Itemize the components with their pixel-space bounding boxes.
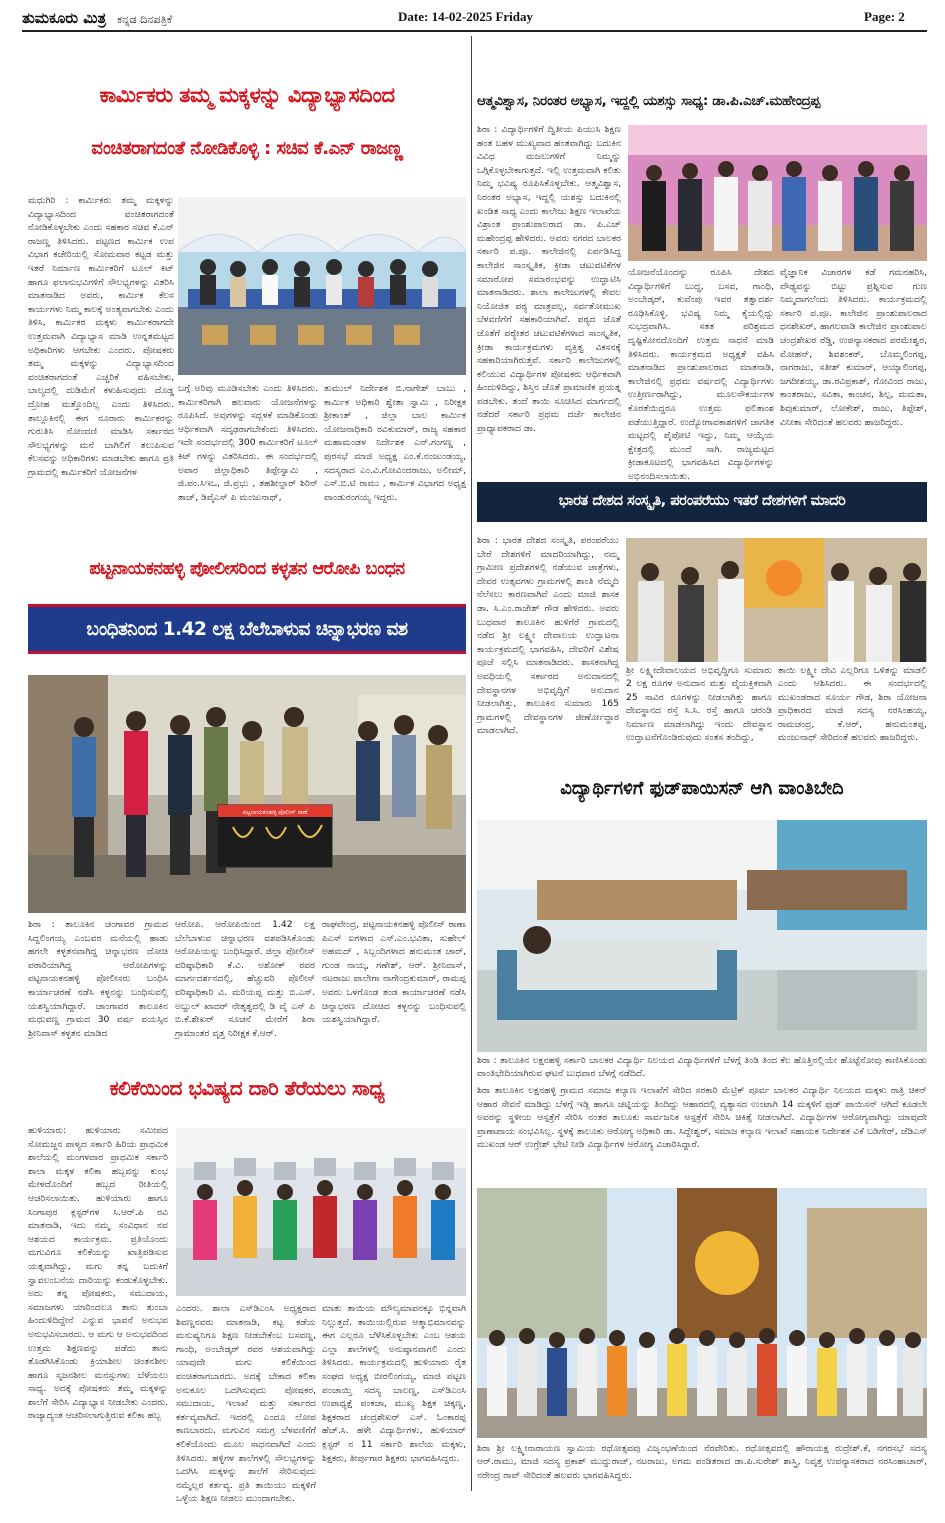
masthead	[22, 6, 927, 28]
article2-headline-line1: ಪಟ್ಟನಾಯಕನಹಳ್ಳಿ ಪೋಲೀಸರಿಂದ ಕಳ್ಳತನ ಆರೋಪಿ ಬಂಧನ	[89, 559, 405, 579]
article7-photo-caption: ಶಿರಾ ಶ್ರೀ ಲಕ್ಷ್ಮೀನಾರಾಯಣ ಸ್ವಾಮಿಯ ರಥೋತ್ಸವವು ವಿಜೃಂಭಣೆಯಿಂದ ನೆರವೇರಿತು. ರಥೋತ್ಸವದಲ್ಲಿ ಹೌರಾಯಕ್ಷ ರುದ್ರೇಶ್.ಕೆ, ನಗರಸಭೆ ಸದಸ್ಯ ಆರ್.ರಾಮು, ಮಾಜಿ ಸದಸ್ಯ ಪ್ರಕಾಶ್ ಮುದ್ದುರಾಜ್, ನಟರಾಜು, ಅಗಮ ಪಂಡಿತರಾದ ಡಾ.ಪಿ.ಸುರೇಶ್ ಶಾಸ್ತ್ರಿ, ನಿವೃತ್ತ ಉಪನ್ಯಾಸಕರಾದ ನರಸಿಂಹಾಚಾರ್, ನರೇಂದ್ರ ರಾವ್ ಸೇರಿದಂತೆ ಹಲವರು ಭಾಗವಹಿಸಿದ್ದರು.	[477, 1443, 927, 1481]
article2-headline-banner	[28, 604, 466, 654]
masthead-brand	[22, 8, 172, 27]
article3-photo	[176, 1128, 466, 1296]
photo-board-label: ಪಟ್ಟನಾಯಕನಹಳ್ಳಿ ಪೊಲೀಸ್ ಠಾಣೆ	[242, 809, 308, 816]
article5-headline-banner	[477, 482, 927, 522]
article1-headline-line1: ಕಾರ್ಮಿಕರು ತಮ್ಮ ಮಕ್ಕಳನ್ನು ವಿದ್ಯಾಭ್ಯಾಸದಿಂದ	[99, 83, 395, 107]
article2-photo	[28, 675, 466, 913]
article3-body-col2: ಎಂದರು. ಶಾಲಾ ಎಸ್‌ಡಿಎಂಸಿ ಅಧ್ಯಕ್ಷರಾದ ಶಿವಣ್ಣನವರು ಮಾತನಾಡಿ, ಕಟ್ಟ ಕಡೆಯ ಮನುಷ್ಯನಿಗೂ ಶಿಕ್ಷಣ ನೀಡಬೇಕೆಂಬ ಬಸವಣ್ಣ, ಗಾಂಧಿ, ಅಂಬೇಡ್ಕರ್ ರವರ ಆಶಯವಾಗಿದ್ದು ಯಾವುದೇ ಮಗು ಕಲಿಕೆಯಿಂದ ವಂಚಿತರಾಗಬಾರದು. ಅದಕ್ಕೆ ಬೇಕಾದ ಕಲಿಕಾ ಅನುಕೂಲ ಒದಗಿಸುವುದು ಪೋಷಕರ, ಸಮುದಾಯ, ಇಲಾಖೆ ಮತ್ತು ಸರ್ಕಾರದ ಕರ್ತವ್ಯವಾಗಿದೆ. ಇದರಲ್ಲಿ ಎಂದೂ ಲೋಪ ಕಾಣಬಾರದು. ಮಗುವಿನ ಸಮಗ್ರ ಬೆಳವಣಿಗೆಗೆ ಕಲಿಕೆಯೊಂದು ಮೂಲ ಸಾಧನವಾಗಿದೆ ಎಂದು ತಿಳಿಸಿದರು. ಹಳ್ಳಿಗಳ ಶಾಲೆಗಳಲ್ಲಿ ಸೌಲಭ್ಯಗಳನ್ನು ಒದಗಿಸಿ ಮಕ್ಕಳನ್ನು ಶಾಲೆಗೆ ಸೇರಿಸುವುದು ನಮ್ಮೆಲ್ಲರ ಕರ್ತವ್ಯ. ಪ್ರತಿ ತಾಯಿಯು ಮಕ್ಕಳಿಗೆ ಒಳ್ಳೆಯ ಶಿಕ್ಷಣ ನೀಡಲು ಮುಂದಾಗಬೇಕು.	[176, 1303, 316, 1505]
article2-body-col1: ಶಿರಾ : ತಾಲೂಕಿನ ಚಂಗಾವರ ಗ್ರಾಮದ ಸಿದ್ದಲಿಂಗಯ್ಯ ಎಂಬವರ ಮನೆಯಲ್ಲಿ ಹಾಡು ಹಗಲೇ ಕಳ್ಳತನವಾಗಿದ್ದ ಚಿನ್ನಾಭರಣ ದೋಚಿ ಪರಾರಿಯಾಗಿದ್ದ ಆರೋಪಿಗಳನ್ನು ಪಟ್ಟನಾಯಕನಹಳ್ಳಿ ಪೋಲೀಸರು ಬಂಧಿಸಿ ಕಾರ್ಯಾಚರಣೆ ನಡೆಸಿ ಕಳ್ಳನನ್ನು ಬಂಧಿಸುವಲ್ಲಿ ಯಶಸ್ವಿಯಾಗಿದ್ದಾರೆ. ಚಾಂಗಾವರ ತಾಲೂಕಿನ ಮಧುವಣ್ಣ ಗ್ರಾಮದ 30 ವರ್ಷ ವಯಸ್ಸಿನ ಶ್ರೀನಿವಾಸ್ ಕಳ್ಳತನ ಮಾಡಿದ	[28, 919, 168, 1039]
article2-headline-line2: ಬಂಧಿತನಿಂದ 1.42 ಲಕ್ಷ ಬೆಲೆಬಾಳುವ ಚಿನ್ನಾಭರಣ ವಶ	[86, 619, 408, 640]
article2-body-col3: ರಾಘವೇಂದ್ರ, ಪಟ್ಟನಾಯಕನಹಳ್ಳಿ ಪೊಲೀಸ್ ಠಾಣಾ ಪಿಎಸ್ ಐಗಳಾದ ಎಸ್.ಎಂ.ಭವಿತಾ, ಸುಹೇಲ್ ಅಹಮದ್ , ಸಿಬ್ಬಂದಿಗಳಾದ ಹನುಮಂತ ಚಾರ್, ಗುಂಡ ನಾಯ್ಕ, ಗಣೇಶ್, ಆರ್. ಶ್ರೀನಿವಾಸ್, ನಟರಾಜು ಪಾಲೇಗಾ ನಾಗೇಂದ್ರಕುಮಾರ್, ರಾಮಪ್ಪ ಅವರು ಒಳಗೊಂಡ ತಂಡ ಕಾರ್ಯಾಚರಣೆ ನಡೆಸಿ ಚಿನ್ನಾಭರಣ ದೋಚಿದ ಕಳ್ಳನನ್ನು ಬಂಧಿಸುವಲ್ಲಿ ಯಶಸ್ವಿಯಾಗಿದ್ದಾರೆ.	[322, 919, 466, 1026]
article6-photo-caption: ಶಿರಾ : ತಾಲೂಕಿನ ಲಕ್ಷನಹಳ್ಳಿ ಸರ್ಕಾರಿ ಬಾಲಕರ ವಿದ್ಯಾರ್ಥಿ ನಿಲಯದ ವಿದ್ಯಾರ್ಥಿಗಳಿಗೆ ಬೆಳಗ್ಗೆ ತಿಂಡಿ ತಿಂದ ಕೆಲ ಹೊತ್ತಿನಲ್ಲಿಯೇ ಹೊಟ್ಟೆನೋವು ಕಾಣಿಸಿಕೊಂಡು ವಾಂತಿಭೇದಿಯಾಗಿರುವ ಘಟನೆ ಬುಧವಾರ ಬೆಳಗ್ಗೆ ನಡೆದಿದೆ.	[477, 1055, 927, 1080]
article6-headline: ವಿದ್ಯಾರ್ಥಿಗಳಿಗೆ ಫುಡ್‌ಪಾಯಿಸನ್ ಆಗಿ ವಾಂತಿಬೇದಿ	[560, 778, 844, 799]
article5-body-col2: ಶ್ರೀ ಲಕ್ಷ್ಮೀದೇವಾಲಯದ ಅಭಿವೃದ್ಧಿಗೂ ಸುಮಾರು 2 ಲಕ್ಷ ರೂಗಳ ಅನುದಾನ ಮತ್ತು ವೈಯಕ್ತಿಕವಾಗಿ 25 ಸಾವಿರ ರೂಗಳನ್ನು ನೀಡಲಾಗಿತ್ತು ಹಾಗೂ ದೇವಸ್ಥಾನದ ರಸ್ತೆ ಸಿ.ಸಿ. ರಸ್ತೆ ಹಾಗೂ ಚರಂಡಿ ನಿರ್ಮಾಣ ಮಾಡಲಾಗಿದ್ದು ಇಂದು ದೇವಸ್ಥಾನ ಉದ್ಘಾಟನೆಗೊಂಡಿರುವುದು ಸಂತಸ ತಂದಿದ್ದು,	[626, 665, 772, 744]
article4-body-col1: ಶಿರಾ : ವಿದ್ಯಾರ್ಥಿಗಳಿಗೆ ದ್ವಿತೀಯ ಪಿಯುಸಿ ಶಿಕ್ಷಣ ಹಂತ ಬಹಳ ಮುಖ್ಯವಾದ ಹಂತವಾಗಿದ್ದು ಬದುಕಿನ ವಿವಿಧ ಮಜಲುಗಳಿಗೆ ನಿಮ್ಮನ್ನು ಒಗ್ಗಿಕೊಳ್ಳಬೇಕಾಗುತ್ತದೆ. ಇಲ್ಲಿ ಉತ್ತಮವಾಗಿ ಕಲಿತು ನಿಮ್ಮ ಭವಿಷ್ಯ ರೂಪಿಸಿಕೊಳ್ಳಬೇಕು. ಆತ್ಮವಿಶ್ವಾಸ, ನಿರಂತರ ಅಭ್ಯಾಸ, ಇದ್ದಲ್ಲಿ ಯಶಸ್ಸು ಬದುಕಿನಲ್ಲಿ ಖಂಡಿತ ಸಾಧ್ಯ ಎಂದು ಕಾಲೇಜು ಶಿಕ್ಷಣ ಇಲಾಖೆಯ ವಿಶ್ರಾಂತ ಪ್ರಾಂಶುಪಾಲರಾದ ಡಾ. ಪಿ.ಎಚ್ ಮಹೇಂದ್ರಪ್ಪ ಹೇಳಿದರು. ಅವರು ನಗರದ ಬಾಲಕರ ಸರ್ಕಾರಿ ಪ.ಪೂ. ಕಾಲೇಜಿನಲ್ಲಿ ಏರ್ಪಡಿಸಿದ್ದ ಕಾಲೇಜಿನ ಸಾಂಸ್ಕೃತಿಕ, ಕ್ರೀಡಾ ಚಟುವಟಿಕೆಗಳ ಸಮಾರೋಪ ಸಮಾರಂಭವನ್ನು ಉದ್ಘಾಟಿಸಿ ಮಾತನಾಡಿದರು. ಶಾಲಾ ಕಾಲೇಜುಗಳಲ್ಲಿ ಕೇವಲ ನಿಯೋಜಿತ ಪಠ್ಯ ಮಾತ್ರವಲ್ಲ, ಸರ್ವತೋಮುಖ ಬೆಳವಣಿಗೆಗೆ ಸಹಕಾರಿಯಾಗಿವೆ. ಪಠ್ಯದ ಜೊತೆ ಜೊತೆಗೆ ಪಠ್ಯೇತರ ಚಟುವಟಿಕೆಗಳಾದ ಸಾಂಸ್ಕೃತಿಕ, ಕ್ರೀಡಾ ಕಾರ್ಯಕ್ರಮಗಳು ವ್ಯಕ್ತಿತ್ವ ವಿಕಸನಕ್ಕೆ ಸಹಕಾರಿಯಾಗಿರುತ್ತವೆ. ಸರ್ಕಾರಿ ಕಾಲೇಜುಗಳಲ್ಲಿ ಕಲಿಯುವ ವಿದ್ಯಾರ್ಥಿಗಳ ಪೋಷಕರು ಆರ್ಥಿಕವಾಗಿ ಹಿಂದುಳಿದಿದ್ದು, ಶಿಸ್ತಿನ ಜೊತೆ ಪ್ರಾಮಾಣಿಕ ಪ್ರಯತ್ನ ಪಡಬೇಕು. ತಂದೆ ತಾಯಿ ಸೂಚಿಸಿದ ಮಾರ್ಗದಲ್ಲಿ ನಡೆದರೆ ಸರ್ಕಾರಿ ಪ್ರಥಮ ದರ್ಜೆ ಕಾಲೇಜಿನ ಪ್ರಾಧ್ಯಾಪಕರಾದ ಡಾ.	[477, 124, 621, 435]
brand-subtitle: ಕನ್ನಡ ದಿನಪತ್ರಿಕೆ	[117, 13, 173, 26]
article4-body-col3: ವೈಜ್ಞಾನಿಕ ವಿಚಾರಗಳ ಕಡೆ ಗಮನಹರಿಸಿ, ವೌಢ್ಯವನ್ನು ಬಿಟ್ಟು ಪ್ರಶ್ನಿಸುವ ಗುಣ ನಿಮ್ಮದಾಗಲೆಂದು ತಿಳಿಸಿದರು. ಕಾರ್ಯಕ್ರಮದಲ್ಲಿ ಸರ್ಕಾರಿ ಪ.ಪೂ. ಕಾಲೇಜಿನ ಪ್ರಾಂಶುಪಾಲರಾದ ಧನಶೇಖರ್, ಹಾಗಲವಾಡಿ ಕಾಲೇಜಿನ ಪ್ರಾಂಶುಪಾಲ ಚಂದ್ರಶೇಖರ ರೆಡ್ಡಿ, ಉಪನ್ಯಾಸಕರಾದ ಪರಮೇಶ್ವರ, ಮೋಹನ್, ಶಿವಶಂಕರ್, ಬೊಮ್ಮಲಿಂಗಪ್ಪ, ನಾಗರಾಜು, ಸತೀಶ್ ಕುಮಾರ್, ಆಯ್ಯಾಲಿಂಗಪ್ಪ, ಜಗದೀಶಯ್ಯ, ಡಾ.ರವಿಪ್ರಕಾಶ್, ಗೋವಿಂದ ರಾಜು, ಕಾಂತರಾಜು, ಸವಿತಾ, ಕಾಂಚನ, ಶಿಲ್ಪ, ಮಮತಾ, ಶಿವುಕುಮಾರ್, ಲೋಕೇಶ್, ರಾಜು, ತಿಪ್ಪೇಶ್, ವಿನೀತಾ ಸೇರಿದಂತೆ ಹಲವರು ಹಾಜರಿದ್ದರು.	[780, 267, 927, 428]
article1-body-col2: ಬಗ್ಗೆ ಅರಿವು ಮೂಡಿಸಬೇಕು ಎಂದು ತಿಳಿಸಿದರು. ಕಾರ್ಮಿಕರಿಗಾಗಿ ಹಲವಾರು ಯೋಜನೆಗಳನ್ನು ರೂಪಿಸಿದೆ. ಅವುಗಳನ್ನು ಸದ್ಬಳಕೆ ಮಾಡಿಕೊಂಡು ಆರ್ಥಿಕವಾಗಿ ಸದೃಢರಾಗಬೇಕೆಂದು ತಿಳಿಸಿದರು. ಇದೇ ಸಂದರ್ಭದಲ್ಲಿ 300 ಕಾರ್ಮಿಕರಿಗೆ ಟೂಲ್ ಕಿಟ್ ಗಳನ್ನು ವಿತರಿಸಿದರು. ಈ ಸಂದರ್ಭದಲ್ಲಿ ಅಪಾರ ಜಿಲ್ಲಾಧಿಕಾರಿ ತಿಪ್ಪೇಸ್ವಾಮಿ , ಜಿ.ಪಂ.ಸಿಇಒ, ಜಿ.ಪ್ರಭು , ತಹಶೀಲ್ದಾರ್ ಶಿರಿನ್ ತಾಜ್, ಡಿವೈಎಸ್ ಪಿ ಮಂಜುನಾಥ್,	[178, 383, 318, 503]
brand-name-part-2: ಮಿತ್ರ	[83, 9, 107, 27]
page-number: Page: 2	[864, 9, 905, 24]
brand-name-part-1: ತುಮಕೂರು	[22, 9, 79, 27]
article4-headline: ಆತ್ಮವಿಶ್ವಾಸ, ನಿರಂತರ ಅಭ್ಯಾಸ, ಇದ್ದಲ್ಲಿ ಯಶಸ್ಸು ಸಾಧ್ಯ: ಡಾ.ಪಿ.ಎಚ್.ಮಹೇಂದ್ರಪ್ಪ	[477, 93, 820, 109]
article4-body-col2: ಯೋಜನೆಯೊಂದನ್ನು ರೂಪಿಸಿ ದೇಶದ ವಿದ್ಯಾರ್ಥಿಗಳಿಗೆ ಬುದ್ಧ, ಬಸವ, ಗಾಂಧಿ, ಅಂಬೇಡ್ಕರ್, ಕುವೆಂಪು ಇವರ ತತ್ವಾದರ್ಶ ರೂಢಿಸಿಕೊಳ್ಳಿ. ಭವಿಷ್ಯ ನಿಮ್ಮ ಕೈಯಲ್ಲಿದ್ದು ಸುಭದ್ರವಾಗಿಸಿ. ಸತತ ಪರಿಶ್ರಮದ ದೃಷ್ಟಿಕೋನದೊಂದಿಗೆ ಉತ್ತಮ ಸಾಧನೆ ಮಾಡಿ ತಿಳಿಸಿದರು. ಕಾರ್ಯಕ್ರಮದ ಅಧ್ಯಕ್ಷತೆ ವಹಿಸಿ ಮಾತನಾಡಿದ ಪ್ರಾಂಶುಪಾಲರಾದ ಮಾತನಾಡಿ, ಕಾಲೇಜಿನಲ್ಲಿ ಪ್ರಥಮ ವರ್ಷದಲ್ಲಿ ವಿದ್ಯಾರ್ಥಿಗಳು ಉತ್ತೀರ್ಣರಾಗಿದ್ದು, ಮೂಲಸೌಕರ್ಯಗಳ ಕೊರತೆಯಿದ್ದರೂ ಉತ್ತಮ ಫಲಿತಾಂಶ ಪಡೆಯುತ್ತಿದ್ದಾರೆ. ಉದ್ಯೋಗಾವಕಾಶಗಳಿಗೆ ಜಾಗತಿಕ ಮಟ್ಟದಲ್ಲಿ ಪೈಪೋಟಿ ಇದ್ದು, ನಿಮ್ಮ ಆಯ್ಕೆಯ ಕ್ಷೇತ್ರದಲ್ಲಿ ಮುಂದೆ ಸಾಗಿ. ರಾಜ್ಯಮಟ್ಟದ ಕ್ರೀಡಾಕೂಟದಲ್ಲಿ ಭಾಗವಹಿಸಿದ ವಿದ್ಯಾರ್ಥಿಗಳನ್ನು ಅಭಿನಂದಿಸಲಾಯಿತು.	[628, 267, 774, 482]
article3-headline: ಕಲಿಕೆಯಿಂದ ಭವಿಷ್ಯದ ದಾರಿ ತೆರೆಯಲು ಸಾಧ್ಯ	[109, 1076, 385, 1100]
article5-body-col3: ತಾಯಿ ಲಕ್ಷ್ಮೀ ದೇವಿ ಎಲ್ಲರಿಗೂ ಒಳಿತನ್ನು ಮಾಡಲಿ ಎಂದು ಆಶಿಸಿದರು. ಈ ಸಂದರ್ಭದಲ್ಲಿ ಮುಖಂಡರಾದ ಸೂರ್ಯ ಗೌಡ, ಶಿರಾ ಯೋಜನಾ ಪ್ರಾಧಿಕಾರದ ಮಾಜಿ ಸದಸ್ಯ ನರಸಿಂಹಯ್ಯ, ರಾಮಚಂದ್ರ, ಕೆ.ಆರ್, ಹನುಮಂತಪ್ಪ, ಮಂಜುನಾಥ್ ಸೇರಿದಂತೆ ಹಲವರು ಹಾಜರಿದ್ದರು.	[778, 665, 927, 744]
article1-body-col1: ಮಧುಗಿರಿ : ಕಾರ್ಮಿಕರು ತಮ್ಮ ಮಕ್ಕಳನ್ನು ವಿದ್ಯಾಭ್ಯಾಸದಿಂದ ವಂಚಿತರಾಗದಂತೆ ನೋಡಿಕೊಳ್ಳಬೇಕು ಎಂದು ಸಹಕಾರ ಸಚಿವ ಕೆ.ಎನ್ ರಾಜಣ್ಣ ತಿಳಿಸಿದರು. ಪಟ್ಟಣದ ಕಾರ್ಮಿಕ ಉಪ ವಿಭಾಗ ಕಚೇರಿಯಲ್ಲಿ ಸೋಮವಾರ ಕಟ್ಟಡ ಮತ್ತು ಇತರೆ ನಿರ್ಮಾಣ ಕಾರ್ಮಿಕರಿಗೆ ಟೂಲ್ ಕಿಟ್ ಹಾಗೂ ಫಲಾನುಭವಿಗಳಿಗೆ ಸೌಲಭ್ಯಗಳನ್ನು ವಿತರಿಸಿ ಮಾತನಾಡಿದ ಅವರು, ಕಾರ್ಮಿಕ ಕೆಲಸ ಕಾರ್ಯಗಳು ನಿಮ್ಮ ಕಾಲಕ್ಕೆ ಅಂತ್ಯವಾಗಬೇಕು ಎಂದು ತಿಳಿಸಿ, ಕಾರ್ಮಿಕರ ಮಕ್ಕಳು ಕಾರ್ಮಿಕರಾಗದೇ ಉತ್ತಮವಾಗಿ ವಿದ್ಯಾಭ್ಯಾಸ ಮಾಡಿ ಉನ್ನತಮಟ್ಟದ ಅಧಿಕಾರಿಗಳು ಆಗಬೇಕು ಎಂದರು. ಪೋಷಕರು ತಮ್ಮ ಮಕ್ಕಳನ್ನು ವಿದ್ಯಾಭ್ಯಾಸದಿಂದ ವಂಚಿತರಾಗದಂತೆ ಎಚ್ಚರಿಕೆ ವಹಿಸಬೇಕು, ಬಾಲ್ಯದಲ್ಲಿ ದುಡಿಮೆಗೆ ಕಳುಹಿಸುವುದು ದೊಡ್ಡ ದ್ರೋಹ ಮತ್ತೊಂದಿಲ್ಲ ಎಂದು ತಿಳಿಸಿದರು. ತಾಲ್ಲೂಕಿನಲ್ಲಿ ಈಗ ನೂರಾರು ಕಾರ್ಮಿಕರನ್ನು ಗುರುತಿಸಿ ನೋಂದಣಿ ಮಾಡಿಸಿ ಸರ್ಕಾರದ ಸೌಲಭ್ಯಗಳನ್ನು ಮನೆ ಬಾಗಿಲಿಗೆ ತಲುಪಿಸುವ ಕೆಲಸವನ್ನು ಅಧಿಕಾರಿಗಳು ಮಾಡಬೇಕು ಹಾಗೂ ಪ್ರತಿ ಗ್ರಾಮದಲ್ಲಿ ಕಾರ್ಮಿಕರಿಗೆ ಯೋಜನೆಗಳ	[28, 195, 174, 478]
article4-photo	[628, 125, 927, 261]
article5-headline: ಭಾರತ ದೇಶದ ಸಂಸ್ಕೃತಿ, ಪರಂಪರೆಯು ಇತರೆ ದೇಶಗಳಿಗೆ ಮಾದರಿ	[558, 492, 846, 509]
column-divider	[471, 36, 472, 1491]
masthead-rule	[22, 30, 927, 32]
article2-body-col2: ಆರೋಪಿ. ಆರೋಪಿಯಿಂದ 1.42 ಲಕ್ಷ ಬೆಲೆಬಾಳುವ ಚಿನ್ನಾಭರಣ ವಶಪಡಿಸಿಕೊಂಡು ಆರೋಪಿಯನ್ನು ಬಂಧಿಸಿದ್ದಾರೆ. ಜಿಲ್ಲಾ ಪೋಲೀಸ್ ವರಿಷ್ಠಾಧಿಕಾರಿ ಕೆ.ವಿ. ಅಶೋಕ್ ರವರ ಮಾರ್ಗದರ್ಶನದಲ್ಲಿ, ಹೆಚ್ಚುವರಿ ಪೊಲೀಸ್ ವರಿಷ್ಠಾಧಿಕಾರಿ ವಿ. ಮರಿಯಪ್ಪ ಮತ್ತು ಬಿ.ಎಸ್. ಅಬ್ದುಲ್ ಖಾದರ್ ನೇತೃತ್ವದಲ್ಲಿ ಡಿ ವೈ ಎಸ್ ಪಿ ಬಿ.ಕೆ.ಶೇಖರ್ ಸೂಚನೆ ಮೇರೆಗೆ ಶಿರಾ ಗ್ರಾಮಾಂತರ ವೃತ್ತ ನಿರೀಕ್ಷಕ ಕೆ.ಆರ್.	[175, 919, 315, 1039]
article1-photo	[178, 197, 466, 375]
article5-body-col1: ಶಿರಾ : ಭಾರತ ದೇಶದ ಸಂಸ್ಕೃತಿ, ಪರಂಪರೆಯು ಬೇರೆ ದೇಶಗಳಿಗೆ ಮಾದರಿಯಾಗಿದ್ದು, ನಮ್ಮ ಗ್ರಾಮೀಣ ಪ್ರದೇಶಗಳಲ್ಲಿ ನಡೆಯುವ ಜಾತ್ರೆಗಳು, ದೇವರ ಉತ್ಸವಗಳು ಗ್ರಾಮಗಳಲ್ಲಿ ಶಾಂತಿ ನೆಮ್ಮದಿ ನೆಲೆಸಲು ಕಾರಣವಾಗಿವೆ ಎಂದು ಮಾಜಿ ಶಾಸಕ ಡಾ. ಸಿ.ಎಂ.ರಾಜೇಶ್ ಗೌಡ ಹೇಳಿದರು. ಅವರು ಬುಧವಾರ ತಾಲೂಕಿನ ಹುಳಿಗೆರೆ ಗ್ರಾಮದಲ್ಲಿ ನಡೆದ ಶ್ರೀ ಲಕ್ಷ್ಮೀ ದೇವಾಲಯ ಉದ್ಘಾಟನಾ ಕಾರ್ಯಕ್ರಮದಲ್ಲಿ ಭಾಗವಹಿಸಿ, ದೇವರಿಗೆ ವಿಶೇಷ ಪೂಜೆ ಸಲ್ಲಿಸಿ ಮಾತನಾಡಿದರು. ಶಾಸಕನಾಗಿದ್ದ ಅವಧಿಯಲ್ಲಿ ಸರ್ಕಾರದ ಅನುದಾನದಲ್ಲಿ ದೇವಸ್ಥಾನಗಳ ಅಭಿವೃದ್ಧಿಗೆ ಅನುದಾನ ನೀಡಲಾಗಿತ್ತು, ತಾಲೂಕಿನ ಸುಮಾರು 165 ಗ್ರಾಮಗಳಲ್ಲಿ ದೇವಸ್ಥಾನಗಳ ಜೀರ್ಣೋದ್ಧಾರ ಮಾಡಲಾಗಿದೆ.	[477, 535, 619, 737]
article6-body: ಶಿರಾ ತಾಲೂಕಿನ ಲಕ್ಷನಹಳ್ಳಿ ಗ್ರಾಮದ ಸಮಾಜ ಕಲ್ಯಾಣ ಇಲಾಖೆಗೆ ಸೇರಿದ ಸರಕಾರಿ ಮೆಟ್ರಿಕ್ ಪೂರ್ವ ಬಾಲಕರ ವಿದ್ಯಾರ್ಥಿ ನಿಲಯದ ಮಕ್ಕಳು ರಾತ್ರಿ ಚಿಕನ್ ಆಹಾರ ಸೇವನೆ ಮಾಡಿದ್ದು ಬೆಳಗ್ಗೆ ಇಡ್ಲಿ ಹಾಗೂ ಚಟ್ನಿಯನ್ನು ತಿಂದಿದ್ದು ಆಹಾರದಲ್ಲಿ ವ್ಯತ್ಯಾಸದ ಉಂಟಾಗಿ 14 ಮಕ್ಕಳಿಗೆ ಫುಡ್ ಪಾಯಿಸನ್ ಆಗಿದೆ ಕೂಡಲೇ ಅವರನ್ನು ಸ್ಥಳೀಯ ಆಸ್ಪತ್ರೆಗೆ ಸೇರಿಸಿ ನಂತರ ತಾಲೂಕು ಸಾರ್ವಜನಿಕ ಆಸ್ಪತ್ರೆಗೆ ಸೇರಿಸಿ ಚಿಕಿತ್ಸೆ ನೀಡಲಾಗಿದೆ. ವಿದ್ಯಾರ್ಥಿಗಳ ಆರೋಗ್ಯವಾಗಿದ್ದು ಯಾವುದೇ ಪ್ರಾಣಾಪಾಯ ಸಂಭವಿಸಿಲ್ಲ. ಸ್ಥಳಕ್ಕೆ ತಾಲೂಕು ಆರೋಗ್ಯ ಅಧಿಕಾರಿ ಡಾ. ಸಿದ್ದೇಶ್ವರ್, ಸಮಾಜ ಕಲ್ಯಾಣ ಇಲಾಖೆ ಸಹಾಯಕ ನಿರ್ದೇಶಕ ವಿಕೆ ಬಡಿಗೇರ್, ಜೆಡಿಎಸ್ ಮುಖಂಡ ಆರ್ ಉಗ್ರೇಶ್ ಭೇಟಿ ನೀಡಿ ವಿದ್ಯಾರ್ಥಿಗಳ ಆರೋಗ್ಯ ವಿಚಾರಿಸಿದ್ದಾರೆ.	[477, 1085, 927, 1151]
issue-date: Date: 14-02-2025 Friday	[398, 9, 534, 24]
article6-photo	[477, 820, 927, 1052]
article3-body-col1: ಹುಳಿಯಾರು: ಹುಳಿಯಾರು ಸಮೀಪದ ಸೋಮಜ್ಜನ ಪಾಳ್ಯದ ಸರ್ಕಾರಿ ಹಿರಿಯ ಪ್ರಾಥಮಿಕ ಶಾಲೆಯಲ್ಲಿ ಮಂಗಳವಾರ ಪ್ರಾಥಮಿಕ ಸರ್ಕಾರಿ ಶಾಲಾ ಮಕ್ಕಳ ಕಲಿಕಾ ಹಬ್ಬವನ್ನು ಕುಂಭ ಮೇಳದೊಂದಿಗೆ ಹಬ್ಬದ ರೀತಿಯಲ್ಲಿ ಆಚರಿಸಲಾಯಿತು. ಹುಳಿಯಾರು ಹಾಗೂ ಸಿಂಗಾಪುರ ಕ್ಲಸ್ಟರ್‌ಗಳ ಸಿ.ಆರ್.ಪಿ ರವಿ ಮಾತನಾಡಿ, ಇದು ನಮ್ಮ ಸಂವಿಧಾನ ನವ ಆಶಯದ ಕಾರ್ಯಕ್ರಮ. ಪ್ರತಿಯೊಂದು ಮಗುವಿಗೂ ಕಲಿಕೆಯನ್ನು ಖಾತ್ರಿಪಡಿಸುವ ಯತ್ನವಾಗಿದ್ದು, ಮಗು ತನ್ನ ಬದುಕಿಗೆ ಸ್ವಾವಲಂಬನೆಯ ದಾರಿಯನ್ನು ಕಂಡುಕೊಳ್ಳಬೇಕು. ಅದು ತನ್ನ ಪೋಷಕರು, ಸಮುದಾಯ, ಸಮಾಜಗಳು ಯಾರಿಂದಲೂ ತಾನು ತುಂಬಾ ಹಿಂದುಳಿದಿದ್ದೇನೆ ಎನ್ನುವ ಭಾವನೆ ಅನುಭವ ಅನುಭವಿಸಬಾರದು. ಆ ಮಗು ಆ ಅನುಭವದಿಂದ ಉತ್ತಮ ಶಿಕ್ಷಣವನ್ನು ಪಡೆದು ತಾನು ತೊಡಗಿಸಿಕೊಂಡು ಕ್ರಿಯಾಶೀಲ ಚಿಂತನಶೀಲ ಹಾಗೂ ಸೃಜನಶೀಲ ಮನಸ್ಸುಗಳು ಬೆಳೆಯಲು ಸಾಧ್ಯ. ಅದಕ್ಕೆ ಪೋಷಕರು ತಮ್ಮ ಮಕ್ಕಳನ್ನು ಶಾಲೆಗೆ ಸೇರಿಸಿ ವಿದ್ಯಾಭ್ಯಾಸ ನೀಡಬೇಕು ಎಂದರು. ರಾಜ್ಯಾದ್ಯಂತ ಆಚರಿಸಲಾಗುತ್ತಿರುವ ಕಲಿಕಾ ಹಬ್ಬ	[28, 1125, 168, 1422]
article5-photo	[626, 538, 927, 662]
article1-headline-line2: ವಂಚಿತರಾಗದಂತೆ ನೋಡಿಕೊಳ್ಳಿ : ಸಚಿವ ಕೆ.ಎನ್ ರಾಜಣ್ಣ	[91, 138, 403, 159]
article3-body-col3: ಮಾತು ತಾಯಿಯ ಮೌಲ್ಯಮಾಪನಕ್ಕೂ ಭಿನ್ನವಾಗಿ ನಿಲ್ಲುತ್ತದೆ. ತಾಯಿಯಲ್ಲಿರುವ ಆತ್ಮಾಭಿಮಾನವನ್ನು ಈಗ ಎಲ್ಲರೂ ಬೆಳೆಸಿಕೊಳ್ಳಬೇಕು ಎಂಬ ಆಶಯ ಎಲ್ಲಾ ಶಾಲೆಗಳಲ್ಲಿ ಅನುಷ್ಠಾನವಾಗಲಿ ಎಂದು ತಿಳಿಸಿದರು. ಕಾರ್ಯಕ್ರಮದಲ್ಲಿ ಹುಳಿಯಾರು ರೈತ ಸಂಘದ ಅಧ್ಯಕ್ಷ ಬೀರಲಿಂಗಯ್ಯ, ಮಾಜಿ ಪಟ್ಟಣ ಪಂಚಾಯ್ತಿ ಸದಸ್ಯ ಬಾಲಣ್ಣ, ಎಸ್‌ಡಿಎಂಸಿ ಉಪಾಧ್ಯಕ್ಷೆ ಪಂಕಜಾ, ಮುಖ್ಯ ಶಿಕ್ಷಕ ಚಿಕ್ಕಣ್ಣ, ಶಿಕ್ಷಕರಾದ ಚಂದ್ರಶೇಖರ್ ಎಸ್. ಓಂಕಾರಪ್ಪ ಹೆಚ್.ಸಿ. ಹಳೇ ವಿದ್ಯಾರ್ಥಿಗಳು, ಹುಳಿಯಾರ್ ಕ್ಲಸ್ಟರ್ ನ 11 ಸರ್ಕಾರಿ ಶಾಲೆಯ ಮಕ್ಕಳು, ಶಿಕ್ಷಕರು, ತೀರ್ಪುಗಾರ ಶಿಕ್ಷಕರು ಭಾಗವಹಿಸಿದ್ದರು.	[322, 1303, 466, 1464]
article1-body-col3: ತುಮುಲ್ ನಿರ್ದೇಶಕ ಬಿ.ನಾಗೇಶ್ ಬಾಬು , ಕಾರ್ಮಿಕ ಅಧಿಕಾರಿ ಶ್ವೇತಾ ಸ್ವಾಮಿ , ನಿರೀಕ್ಷಕ ಶ್ರೀಕಾಂತ್ , ಜಿಲ್ಲಾ ಬಾಲ ಕಾರ್ಮಿಕ ಯೋಜನಾಧಿಕಾರಿ ರವಿಕುಮಾರ್, ರಾಜ್ಯ ಸಹಕಾರ ಮಹಾಮಂಡಳ ನಿರ್ದೇಶಕ ಎನ್.ಗಂಗಣ್ಣ , ಪುರಸಭೆ ಮಾಜಿ ಅಧ್ಯಕ್ಷ ಎಂ.ಕೆ.ನಂಜುಂಡಯ್ಯ, ಸದಸ್ಯರಾದ ಎಂ.ವಿ.ಗೋವಿಂದರಾಜು, ಅಲೀಮ್, ಎಸ್.ಬಿ.ಟಿ ರಾಮು , ಕಾರ್ಮಿಕ ವಿಭಾಗದ ಅಧ್ಯಕ್ಷ ಪಾಂಡುರಂಗಯ್ಯ ಇದ್ದರು.	[324, 383, 466, 503]
article7-photo	[477, 1188, 927, 1438]
